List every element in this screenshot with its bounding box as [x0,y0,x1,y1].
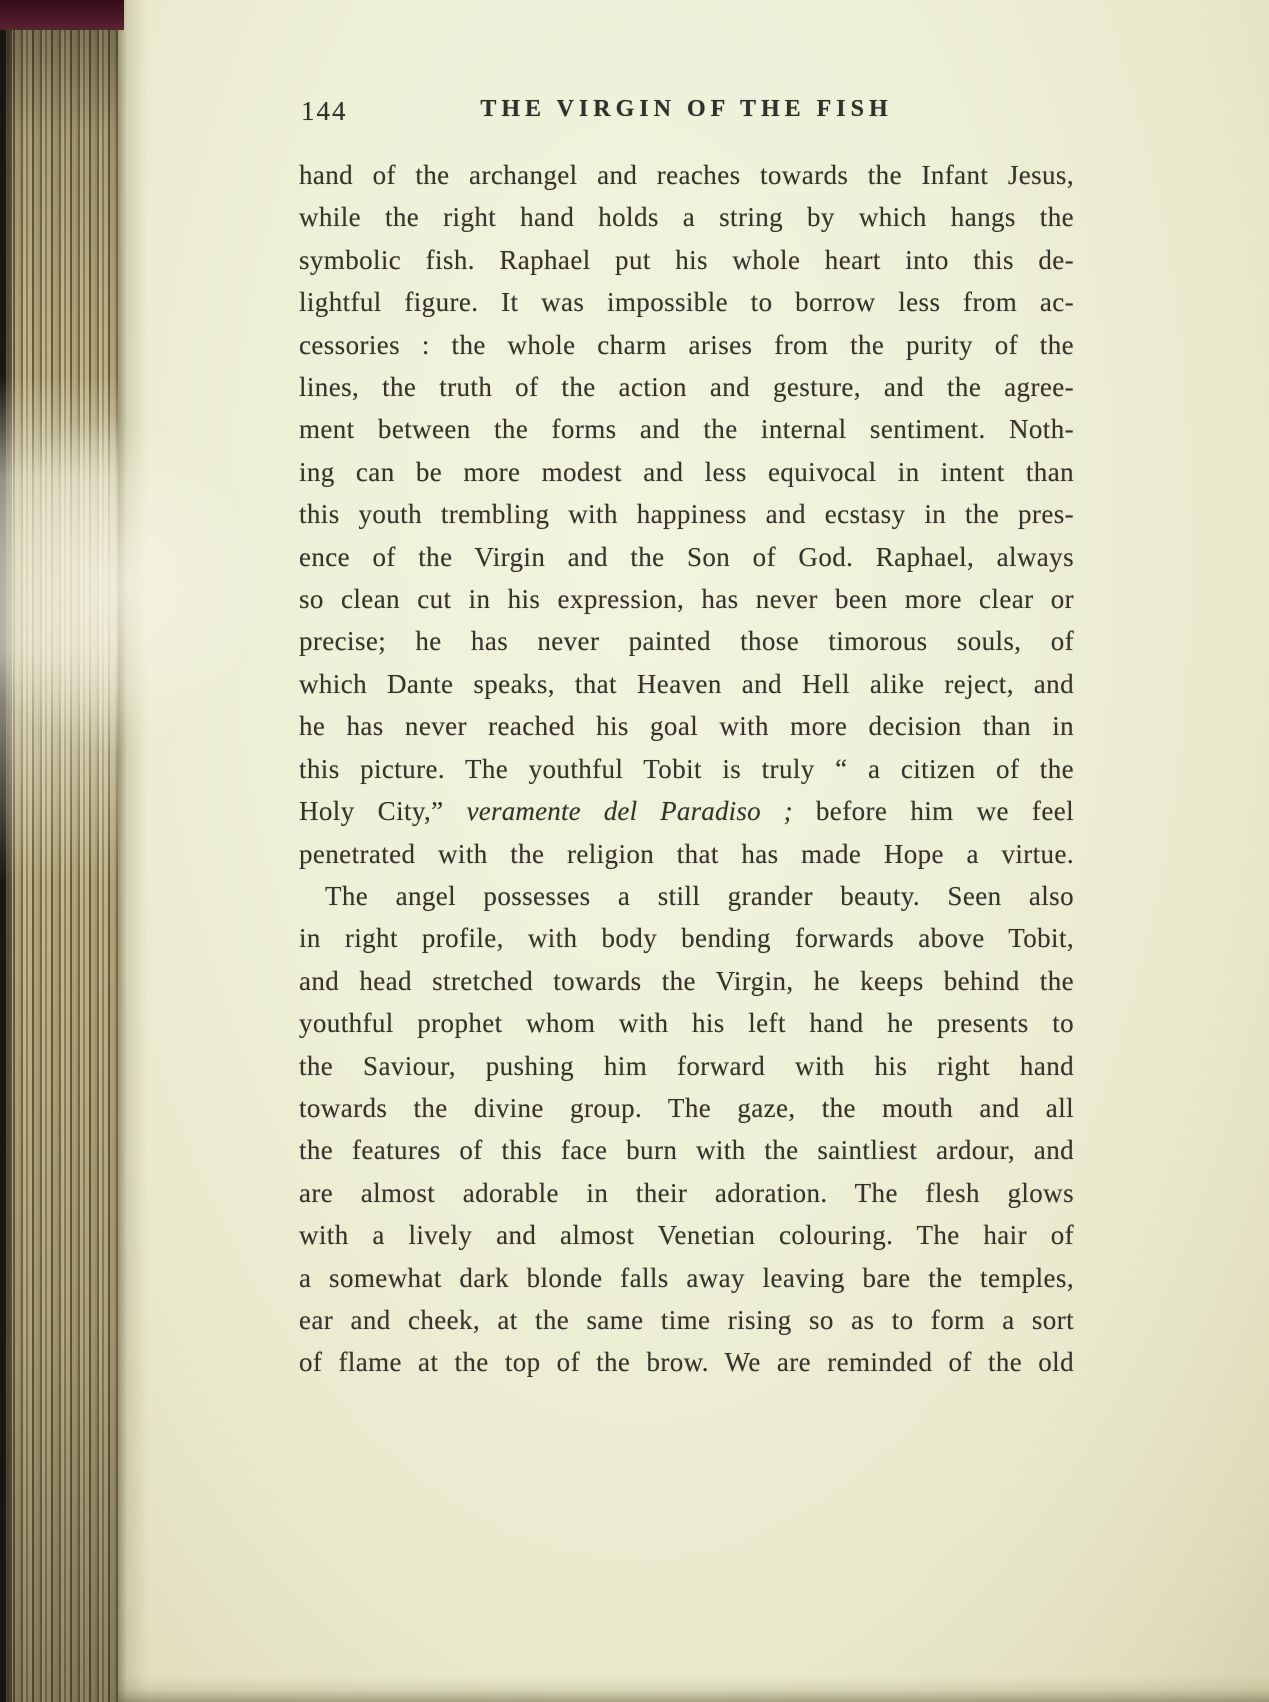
text-segment: he has never reached his goal with more decision than in [299,711,1074,742]
text-line [299,154,1074,196]
text-segment: this youth trembling with happiness and ecstasy in the pres- [299,499,1074,530]
text-line [299,1299,1074,1341]
page-number: 144 [301,96,348,126]
text-line [299,748,1074,790]
text-segment: with a lively and almost Venetian colouring. The hair of [299,1220,1074,1251]
text-line [299,1172,1074,1214]
text-segment: of flame at the top of the brow. We are reminded of the old [299,1347,1074,1378]
text-segment: ing can be more modest and less equivocal in intent than [299,456,1074,487]
text-segment: ear and cheek, at the same time rising so as to form a sort [299,1304,1074,1335]
text-line [299,493,1074,535]
text-segment: symbolic fish. Raphael put his whole heart into this de- [299,244,1074,275]
text-segment: while the right hand holds a string by which hangs the [299,202,1074,233]
text-segment: penetrated with the religion that has made Hope a virtue. [299,838,1074,869]
text-segment: precise; he has never painted those timorous souls, of [299,626,1074,657]
text-segment: ment between the forms and the internal sentiment. Noth- [299,414,1074,445]
text-line [299,705,1074,747]
running-header-title: THE VIRGIN OF THE FISH [480,96,893,122]
text-line [299,620,1074,662]
text-line [299,536,1074,578]
text-segment: are almost adorable in their adoration. The flesh glows [299,1177,1074,1208]
text-line [299,408,1074,450]
text-line [299,790,1074,832]
text-segment: which Dante speaks, that Heaven and Hell alike reject, and [299,668,1074,699]
text-line [299,281,1074,323]
text-segment: a somewhat dark blonde falls away leaving bare the temples, [299,1262,1074,1293]
text-line [299,833,1074,875]
text-line [299,366,1074,408]
text-line [299,578,1074,620]
text-segment: the features of this face burn with the saintliest ardour, and [299,1135,1074,1166]
text-segment: in right profile, with body bending forwards above Tobit, [299,923,1074,954]
text-line [299,960,1074,1002]
text-line [299,1214,1074,1256]
text-line [299,1129,1074,1171]
text-segment: lines, the truth of the action and gesture, and the agree- [299,372,1074,403]
book-page [118,0,1269,1702]
text-segment: The angel possesses a still grander beauty. Seen also [325,880,1074,911]
italic-text: veramente del Paradiso ; [466,796,793,827]
text-line [299,196,1074,238]
text-line [299,239,1074,281]
book-page-edges [0,0,122,1702]
text-line [299,1341,1074,1383]
text-line [299,1045,1074,1087]
page-body-text [299,154,1074,1384]
text-line [299,1087,1074,1129]
text-segment: the Saviour, pushing him forward with his right hand [299,1050,1074,1081]
page-header [299,96,1074,128]
text-line [299,917,1074,959]
text-segment: before him we feel [792,796,1074,827]
text-segment: Holy City,” [299,796,467,827]
text-line [299,663,1074,705]
text-segment: lightful figure. It was impossible to borrow less from ac- [299,287,1074,318]
text-segment: cessories : the whole charm arises from the purity of the [299,329,1074,360]
text-segment: and head stretched towards the Virgin, he keeps behind the [299,965,1074,996]
text-segment: so clean cut in his expression, has never been more clear or [299,584,1074,615]
text-segment: this picture. The youthful Tobit is truly “ a citizen of the [299,753,1074,784]
page-content [118,0,1074,1384]
text-line [299,1002,1074,1044]
text-segment: youthful prophet whom with his left hand he presents to [299,1008,1074,1039]
text-line [299,875,1074,917]
text-line [299,1257,1074,1299]
text-line [299,451,1074,493]
text-segment: towards the divine group. The gaze, the mouth and all [299,1092,1074,1123]
text-segment: hand of the archangel and reaches towards the Infant Jesus, [299,160,1074,190]
text-line [299,324,1074,366]
book-cover-corner [0,0,124,30]
text-segment: ence of the Virgin and the Son of God. Raphael, always [299,541,1074,572]
